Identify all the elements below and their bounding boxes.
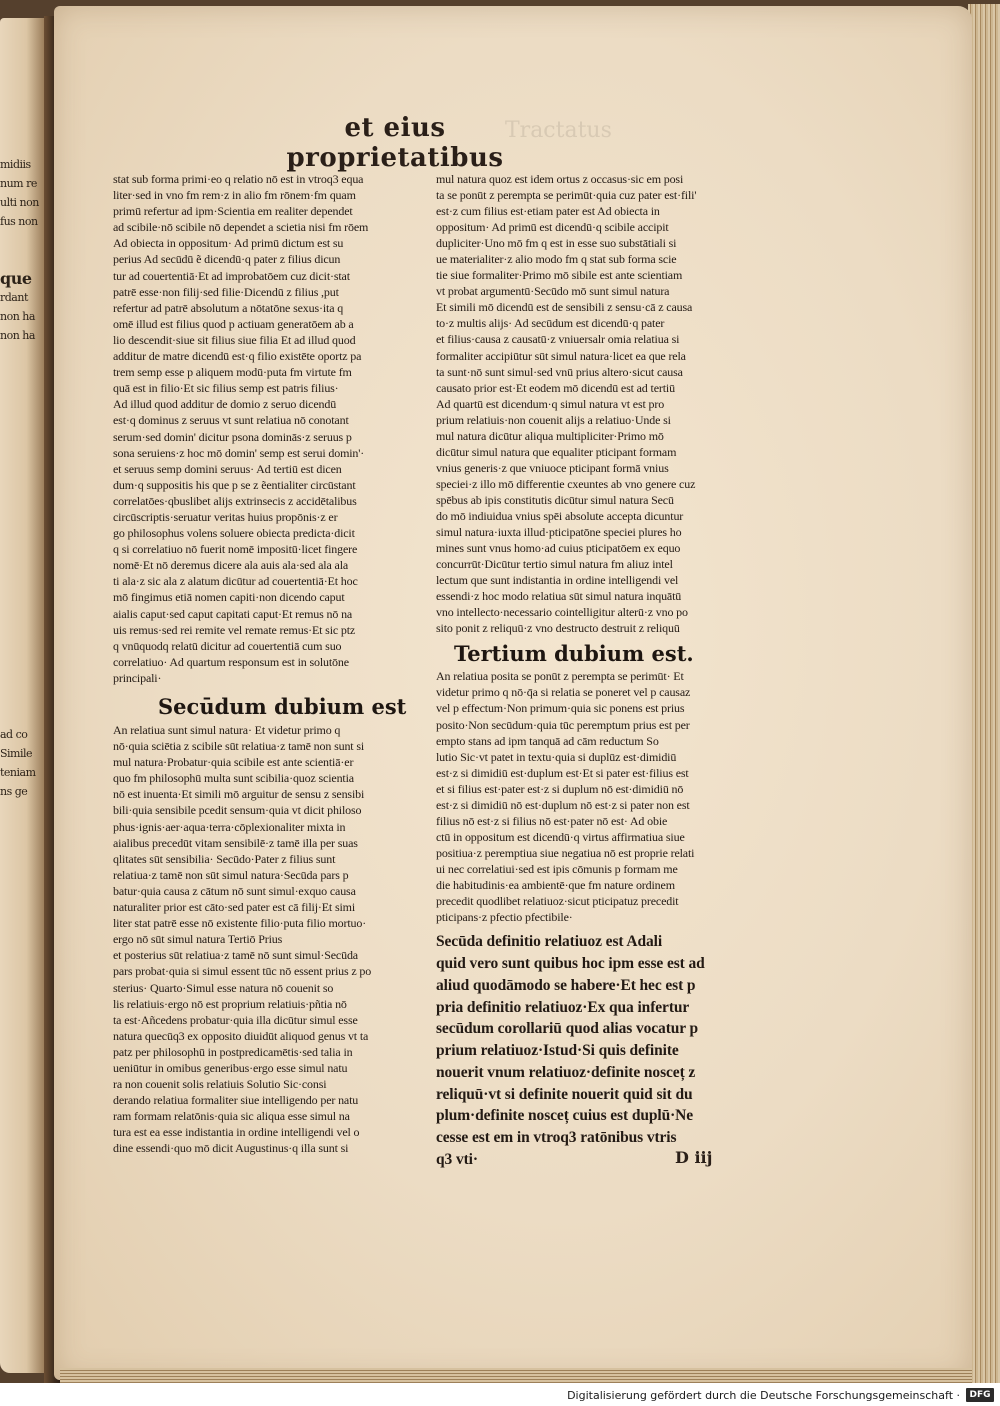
- text-line: nō·quia sciētia z scibile sūt relatiua·z tamē non sunt si: [113, 739, 365, 754]
- prev-page-fragment: que: [0, 269, 32, 288]
- text-line: tur ad couertentiā·Et ad improbatōem cuz dicit·stat: [113, 268, 350, 283]
- prev-page-fragment: ad co: [0, 728, 28, 741]
- text-line: natura quecūq3 ex opposito diuidūt aliquod genus vt ta: [113, 1028, 369, 1043]
- prev-page-fragment: num re: [0, 177, 37, 190]
- text-line: principali·: [113, 670, 162, 685]
- text-line: nō est inuenta·Et simili mō arguitur de sensu z sensibi: [113, 787, 365, 802]
- text-line: est·z si dimidiū nō est·duplum nō est·z si pater non est: [436, 797, 690, 812]
- definition-line: plum·definite nosceț cuius est duplū·Ne: [436, 1107, 694, 1125]
- definition-line: quid vero sunt quibus hoc ipm esse est ad: [436, 954, 705, 972]
- prev-page-fragment: fus non: [0, 215, 38, 228]
- text-line: ueniūtur in omibus generibus·ergo esse simul natu: [113, 1060, 348, 1075]
- text-line: ti ala·z sic ala z alatum dicūtur ad couertentiā·Et hoc: [113, 574, 358, 589]
- text-line: precedit quodlibet relatiuoz·sicut pticipatuz precedit: [436, 894, 679, 909]
- definition-line: reliquū·vt si definite nouerit quid sit du: [436, 1085, 693, 1103]
- prev-page-fragment: midiis: [0, 158, 31, 171]
- text-line: vno intellecto·necessario cointelligitur alterū·z vno po: [436, 605, 688, 620]
- prev-page-fragment: ulti non: [0, 196, 39, 209]
- text-line: spēbus ab ipis constitutis dicūtur simul natura Secū: [436, 492, 674, 507]
- text-line: liter stat patrē esse nō existente filio·puta filio mortuo·: [113, 916, 367, 931]
- signature-mark: D iij: [675, 1148, 713, 1167]
- text-line: vt probat argumentū·Secūdo mō sunt simul natura: [436, 284, 670, 299]
- text-line: empto stans ad ipm tanquā ad cām reductum So: [436, 733, 659, 748]
- dfg-logo: DFG: [966, 1388, 994, 1402]
- text-line: ergo nō sūt simul natura Tertiō Prius: [113, 932, 283, 947]
- text-line: filius nō est·z si filius nō est·pater nō est· Ad obie: [436, 813, 668, 828]
- text-line: ta se ponūt z perempta se perimūt·quia cuz pater est·fili': [436, 188, 697, 203]
- show-through-text: Tractatus: [505, 118, 612, 143]
- right-text-middle: [436, 668, 750, 925]
- text-line: go philosophus volens soluere obiecta predicta·dicit: [113, 526, 355, 541]
- text-line: Ad obiecta in oppositum· Ad primū dictum est su: [113, 236, 344, 251]
- text-line: ad scibile·nō scibile nō dependet a scietia nisi fm rōem: [113, 220, 369, 235]
- text-line: concurrūt·Dicūtur tertio simul natura fm aliuz intel: [436, 557, 673, 572]
- right-text-top: [436, 171, 750, 636]
- prev-page-fragment: non ha: [0, 329, 35, 342]
- text-line: tura est ea esse indistantia in ordine intelligendi vel o: [113, 1125, 360, 1140]
- text-line: est·q dominus z seruus vt sunt relatiua nō conotant: [113, 413, 349, 428]
- definition-line: Secūda definitio relatiuoz est Adali: [436, 933, 663, 951]
- text-line: Ad quartū est dicendum·q simul natura vt est pro: [436, 396, 665, 411]
- footer-bar: [0, 1386, 1000, 1406]
- text-line: simul natura·iuxta illud·pticipatōne speciei plures ho: [436, 525, 682, 540]
- definition-line: secūdum corollariū quod alias vocatur p: [436, 1020, 699, 1038]
- text-line: tie siue formaliter·Primo mō sibile est ante scientiam: [436, 268, 683, 283]
- prev-page-fragment: ns ge: [0, 785, 28, 798]
- definition-line: q3 vti·: [436, 1151, 478, 1169]
- text-line: vnius generis·z que vniuoce pticipant formā vnius: [436, 460, 669, 475]
- text-line: quo fm philosophū multa sunt scibilia·quoz scientia: [113, 771, 354, 786]
- right-text-large: [436, 931, 750, 1171]
- funding-notice: Digitalisierung gefördert durch die Deutsche Forschungsgemeinschaft ·: [567, 1389, 960, 1402]
- left-column: [113, 171, 419, 1157]
- text-line: mul natura·Probatur·quia scibile est ante scientiā·er: [113, 755, 354, 770]
- text-line: lectum que sunt indistantia in ordine intelligendi vel: [436, 573, 679, 588]
- text-line: vel p effectum·Non primum·quia sic ponens est prius: [436, 701, 685, 716]
- text-line: videtur primo q nō·q̄a si relatia se poneret vel p causaz: [436, 685, 691, 700]
- text-line: serum·sed domin' dicitur psona dominās·z seruus p: [113, 429, 352, 444]
- text-line: mul natura dicūtur aliqua multipliciter·Primo mō: [436, 428, 664, 443]
- text-line: lis relatiuis·ergo nō est proprium relatiuis·pñtia nō: [113, 996, 347, 1011]
- text-line: ui nec correlatiui·sed est ipis cōmunis p formam me: [436, 861, 678, 876]
- left-text-bottom: [113, 722, 419, 1157]
- text-line: perius Ad secūdū ẽ dicendū·q pater z filius dicun: [113, 252, 341, 267]
- text-line: bili·quia sensibile pcedit sensum·quia vt dicit philoso: [113, 803, 362, 818]
- text-line: prium relatiuis·non couenit alijs a relatiuo·Unde si: [436, 412, 671, 427]
- text-line: to·z multis alijs· Ad secūdum est dicendū·q pater: [436, 316, 665, 331]
- definition-line: pria definitio relatiuoz·Ex qua infertur: [436, 998, 690, 1016]
- text-line: correlatōes·qbuslibet alijs extrinsecis z accidētalibus: [113, 493, 357, 508]
- left-text-top: [113, 171, 419, 686]
- text-line: additur de matre dicendū est·q filio existēte oportz pa: [113, 349, 362, 364]
- text-line: An relatiua posita se ponūt z perempta se perimūt· Et: [436, 669, 684, 684]
- text-line: dicūtur simul natura que equaliter pticipant formam: [436, 444, 677, 459]
- text-line: lio descendit·siue sit filius siue filia Et ad illud quod: [113, 332, 356, 347]
- text-line: Et simili mō dicendū est de sensibili z sensu·cā z causa: [436, 300, 693, 315]
- text-line: ram formam relatōnis·quia sic aliqua esse simul na: [113, 1109, 350, 1124]
- text-line: et filius·causa z causatū·z vniuersalr omia relatiua si: [436, 332, 680, 347]
- text-line: mul natura quoz est idem ortus z occasus·sic em posi: [436, 172, 684, 186]
- text-line: lutio Sic·vt patet in textu·quia si duplūz est·dimidiū: [436, 749, 677, 764]
- text-line: mines sunt vnus homo·ad cuius pticipatōem ex equo: [436, 541, 681, 556]
- text-line: posito·Non secūdum·quia tūc peremptum prius est per: [436, 717, 690, 732]
- text-line: sito ponit z reliquū·z vno destructo destruit z reliquū: [436, 621, 680, 636]
- text-line: et si filius est·pater est·z si duplum nō est·dimidiū nō: [436, 781, 684, 796]
- text-line: patrē esse·non filij·sed filie·Dicendū z filius ,put: [113, 284, 339, 299]
- text-line: primū refertur ad ipm·Scientia em realiter dependet: [113, 204, 353, 219]
- text-line: formaliter accipiūtur sūt simul natura·licet ea que rela: [436, 348, 686, 363]
- text-line: est·z cum filius est·etiam pater est Ad obiecta in: [436, 204, 660, 219]
- text-line: ra non couenit solis relatiuis Solutio Sic·consi: [113, 1077, 327, 1092]
- text-line: causato prior est·Et eodem mō dicendū est ad tertiū: [436, 380, 675, 395]
- prev-page-fragment: non ha: [0, 310, 35, 323]
- text-line: pars probat·quia si simul essent tūc nō essent prius z po: [113, 964, 372, 979]
- text-line: dum·q suppositis his que p se z ẽentialiter circūstant: [113, 477, 356, 492]
- text-line: uis remus·sed rei remite vel remate remus·Et sic ptz: [113, 622, 356, 637]
- section-heading-secundum: Secūdum dubium est: [158, 694, 407, 719]
- text-line: pticipans·z pfectio pfectibile·: [436, 910, 573, 925]
- text-line: q si correlatiuo nō fuerit nomē impositū·licet fingere: [113, 542, 358, 557]
- text-line: derando relatiua formaliter siue intelligendo per natu: [113, 1093, 359, 1108]
- page-bottom-edges: [60, 1368, 972, 1383]
- text-line: dupliciter·Uno mō fm q est in esse suo substātiali si: [436, 236, 677, 251]
- text-line: positiua·z peremptiua siue negatiua nō est proprie relati: [436, 845, 695, 860]
- text-line: patz per philosophū in postpredicamētis·sed talia in: [113, 1044, 353, 1059]
- text-line: An relatiua sunt simul natura· Et videtur primo q: [113, 723, 341, 737]
- prev-page-fragment: teniam: [0, 766, 36, 779]
- text-line: et posterius sūt relatiua·z tamē nō sunt simul·Secūda: [113, 948, 358, 963]
- text-line: qlitates sūt sensibilia· Secūdo·Pater z filius sunt: [113, 851, 336, 866]
- text-line: ta est·Añcedens probatur·quia illa dicūtur simul esse: [113, 1012, 358, 1027]
- text-line: essendi·z hoc modo relatiua sūt simul natura inquātū: [436, 589, 682, 604]
- text-line: relatiua·z tamē non sūt simul natura·Secūda pars p: [113, 867, 349, 882]
- text-line: Ad illud quod additur de domio z seruo dicendū: [113, 397, 337, 412]
- text-line: naturaliter prior est cāto·sed pater est cā filij·Et simi: [113, 900, 356, 915]
- text-line: dine essendi·quo mō dicit Augustinus·q illa sunt si: [113, 1141, 349, 1156]
- section-heading-tertium: Tertium dubium est.: [454, 641, 694, 667]
- running-head: et eius proprietatibus: [286, 113, 504, 173]
- text-line: est·z si dimidiū est·duplum est·Et si pater est·filius est: [436, 765, 689, 780]
- definition-line: aliud quodāmodo se habere·Et hec est p: [436, 976, 696, 994]
- page-edges: [968, 4, 1000, 1383]
- text-line: oppositum· Ad primū est dicendū·q scibile accipit: [436, 220, 669, 235]
- text-line: stat sub forma primi·eo q relatio nō est in vtroq3 equa: [113, 172, 364, 186]
- text-line: trem semp esse p aliquem modū·puta fm virtute fm: [113, 365, 352, 380]
- definition-line: prium relatiuoz·Istud·Si quis definite: [436, 1042, 679, 1060]
- text-line: omē illud est filius quod p actiuam generatōem ab a: [113, 316, 354, 331]
- text-line: refertur ad patrē absolutum a nōtatōne sexus·ita q: [113, 300, 344, 315]
- previous-page-edge: [0, 18, 44, 1373]
- text-line: et seruus semp domini seruus· Ad tertiū est dicen: [113, 461, 342, 476]
- text-line: nomē·Et nō deremus dicere ala auis ala·sed ala ala: [113, 558, 349, 573]
- text-line: speciei·z illo mō differentie cxeuntes ab vno genere cuz: [436, 476, 696, 491]
- text-line: quā est in filio·Et sic filius semp est patris filius·: [113, 381, 339, 396]
- text-line: aialis caput·sed caput capitati caput·Et remus nō na: [113, 606, 353, 621]
- text-line: do mō indiuidua vnius spēi absolute accepta dicuntur: [436, 508, 684, 523]
- text-line: aialibus precedūt vitam sensibilē·z tamē illa per suas: [113, 835, 358, 850]
- text-line: ctū in oppositum est dicendū·q virtus affirmatiua siue: [436, 829, 685, 844]
- text-line: ta sunt·nō sunt simul·sed vnū prius altero·sicut causa: [436, 364, 683, 379]
- prev-page-fragment: Simile: [0, 747, 33, 760]
- text-line: circūscriptis·seruatur veritas huius propōnis·z er: [113, 509, 338, 524]
- definition-line: cesse est em in vtroq3 ratōnibus vtris: [436, 1129, 677, 1147]
- text-line: sona seruiens·z hoc mō domin' semp est serui domin'·: [113, 445, 365, 460]
- text-line: liter·sed in vno fm rem·z in alio fm rōnem·fm quam: [113, 188, 356, 203]
- right-column: [436, 171, 750, 1171]
- text-line: batur·quia causa z cātum nō sunt simul·exquo causa: [113, 883, 356, 898]
- text-line: die habitudinis·ea ambientē·que fm nature ordinem: [436, 877, 675, 892]
- text-line: mō fingimus etiā nomen capiti·non dicendo caput: [113, 590, 345, 605]
- prev-page-fragment: rdant: [0, 291, 28, 304]
- text-line: ue materialiter·z alio modo fm q stat sub forma scie: [436, 252, 677, 267]
- definition-line: nouerit vnum relatiuoz·definite nosceț z: [436, 1063, 696, 1081]
- text-line: correlatiuo· Ad quartum responsum est in solutōne: [113, 654, 349, 669]
- text-line: q vnūquodq relatū dicitur ad couertentiā cum suo: [113, 638, 342, 653]
- text-line: phus·ignis·aer·aqua·terra·cōplexionaliter mixta in: [113, 819, 346, 834]
- text-line: sterius· Quarto·Simul esse natura nō couenit so: [113, 980, 334, 995]
